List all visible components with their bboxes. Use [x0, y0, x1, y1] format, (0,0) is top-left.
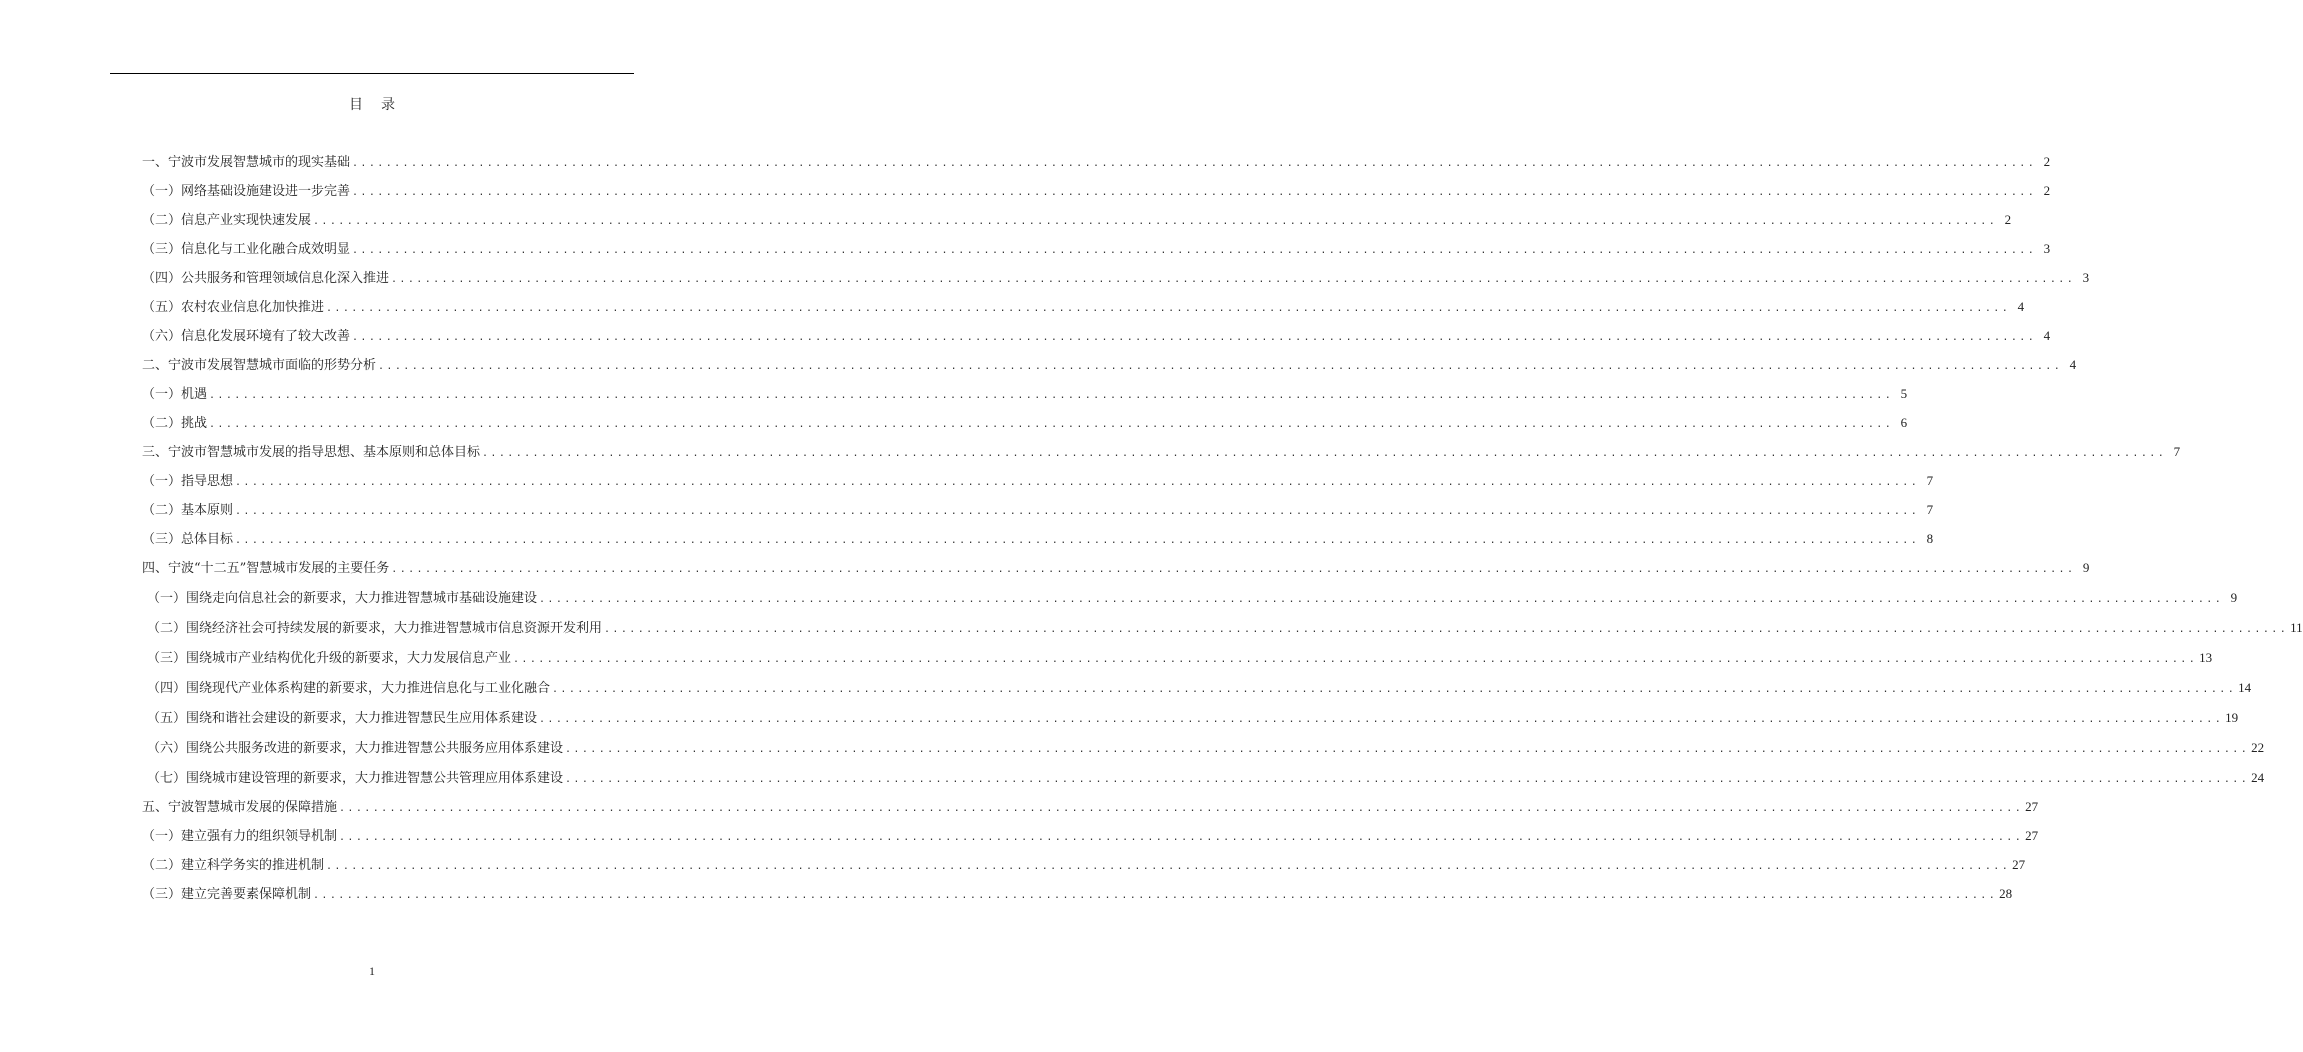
toc-leader-dots: ........................................................................................................................................................................................................	[513, 654, 2198, 665]
toc-entry-label: （一）指导思想	[142, 474, 234, 489]
toc-entry-page: 4	[2017, 299, 2025, 314]
toc-leader-dots: ........................................................................................................................................................................................................	[604, 624, 2289, 635]
toc-entry-label: （五）围绕和谐社会建设的新要求，大力推进智慧民生应用体系建设	[147, 711, 538, 726]
toc-entry-page: 6	[1900, 415, 1908, 430]
toc-entry-label: （四）公共服务和管理领域信息化深入推进	[142, 271, 390, 286]
toc-entry-label: （七）围绕城市建设管理的新要求，大力推进智慧公共管理应用体系建设	[147, 771, 564, 786]
toc-title: 目录	[349, 97, 413, 113]
toc-entry[interactable]	[147, 649, 2213, 669]
toc-entry-label: 五、宁波智慧城市发展的保障措施	[142, 800, 338, 815]
toc-entry[interactable]	[142, 240, 2051, 260]
toc-entry-label: （六）信息化发展环境有了较大改善	[142, 329, 351, 344]
toc-entry[interactable]	[142, 414, 1908, 434]
toc-entry[interactable]	[142, 530, 1934, 550]
toc-entry[interactable]	[142, 327, 2051, 347]
toc-entry-label: （二）基本原则	[142, 503, 234, 518]
toc-entry-page: 14	[2238, 680, 2252, 695]
toc-leader-dots: ........................................................................................................................................................................................................	[539, 714, 2224, 725]
toc-entry-page: 11	[2290, 620, 2303, 635]
toc-leader-dots: ........................................................................................................................................................................................................	[235, 535, 1920, 546]
toc-entry-label: （二）建立科学务实的推进机制	[142, 858, 325, 873]
toc-entry-page: 8	[1926, 531, 1934, 546]
toc-leader-dots: ........................................................................................................................................................................................................	[209, 419, 1894, 430]
toc-entry-page: 7	[1926, 502, 1934, 517]
toc-entry[interactable]	[142, 472, 1934, 492]
toc-leader-dots: ........................................................................................................................................................................................................	[326, 861, 2011, 872]
toc-entry[interactable]	[142, 298, 2025, 318]
toc-entry-label: （四）围绕现代产业体系构建的新要求，大力推进信息化与工业化融合	[147, 681, 551, 696]
toc-entry-page: 2	[2043, 183, 2051, 198]
toc-entry-page: 7	[2173, 444, 2181, 459]
toc-entry[interactable]	[142, 356, 2077, 376]
toc-leader-dots: ........................................................................................................................................................................................................	[552, 684, 2237, 695]
toc-entry-label: （二）围绕经济社会可持续发展的新要求，大力推进智慧城市信息资源开发利用	[147, 621, 603, 636]
toc-entry[interactable]	[147, 709, 2239, 729]
toc-entry[interactable]	[147, 739, 2265, 759]
toc-entry[interactable]	[142, 798, 2039, 818]
toc-entry-page: 22	[2251, 740, 2265, 755]
toc-entry-label: 一、宁波市发展智慧城市的现实基础	[142, 155, 351, 170]
toc-entry-label: （二）信息产业实现快速发展	[142, 213, 312, 228]
toc-leader-dots: ........................................................................................................................................................................................................	[209, 390, 1894, 401]
toc-entry[interactable]	[142, 153, 2051, 173]
toc-entry[interactable]	[142, 385, 1908, 405]
toc-entry-page: 7	[1926, 473, 1934, 488]
toc-entry-label: （三）围绕城市产业结构优化升级的新要求，大力发展信息产业	[147, 651, 512, 666]
toc-leader-dots: ........................................................................................................................................................................................................	[339, 803, 2024, 814]
toc-leader-dots: ........................................................................................................................................................................................................	[391, 274, 2076, 285]
toc-leader-dots: ........................................................................................................................................................................................................	[565, 774, 2250, 785]
toc-entry-page: 27	[2012, 857, 2026, 872]
toc-entry-label: 四、宁波“十二五”智慧城市发展的主要任务	[142, 561, 390, 576]
page-number: 1	[369, 964, 375, 978]
toc-entry-label: （三）总体目标	[142, 532, 234, 547]
toc-entry[interactable]	[147, 619, 2303, 639]
toc-entry-page: 28	[1999, 886, 2013, 901]
toc-entry[interactable]	[142, 501, 1934, 521]
toc-entry-label: （二）挑战	[142, 416, 208, 431]
toc-entry-label: （三）建立完善要素保障机制	[142, 887, 312, 902]
toc-entry-label: （一）围绕走向信息社会的新要求，大力推进智慧城市基础设施建设	[147, 591, 538, 606]
toc-entry[interactable]	[142, 559, 2090, 579]
toc-entry-page: 27	[2025, 828, 2039, 843]
toc-entry-page: 4	[2069, 357, 2077, 372]
toc-entry-page: 5	[1900, 386, 1908, 401]
toc-leader-dots: ........................................................................................................................................................................................................	[565, 744, 2250, 755]
toc-entry-page: 27	[2025, 799, 2039, 814]
toc-entry-page: 24	[2251, 770, 2265, 785]
toc-leader-dots: ........................................................................................................................................................................................................	[313, 890, 1998, 901]
toc-leader-dots: ........................................................................................................................................................................................................	[352, 158, 2037, 169]
toc-entry[interactable]	[142, 885, 2013, 905]
toc-entry-label: 二、宁波市发展智慧城市面临的形势分析	[142, 358, 377, 373]
toc-entry-page: 13	[2199, 650, 2213, 665]
toc-entry[interactable]	[142, 211, 2012, 231]
toc-entry-page: 19	[2225, 710, 2239, 725]
toc-entry[interactable]	[142, 443, 2181, 463]
toc-leader-dots: ........................................................................................................................................................................................................	[352, 245, 2037, 256]
toc-leader-dots: ........................................................................................................................................................................................................	[235, 506, 1920, 517]
toc-entry-label: （一）网络基础设施建设进一步完善	[142, 184, 351, 199]
toc-entry-page: 9	[2230, 590, 2238, 605]
toc-entry[interactable]	[147, 589, 2238, 609]
toc-entry-label: （五）农村农业信息化加快推进	[142, 300, 325, 315]
toc-entry[interactable]	[142, 269, 2090, 289]
toc-entry-page: 4	[2043, 328, 2051, 343]
toc-entry-page: 3	[2082, 270, 2090, 285]
toc-leader-dots: ........................................................................................................................................................................................................	[339, 832, 2024, 843]
toc-entry-label: 三、宁波市智慧城市发展的指导思想、基本原则和总体目标	[142, 445, 481, 460]
toc-entry-page: 2	[2004, 212, 2012, 227]
toc-entry[interactable]	[142, 856, 2026, 876]
toc-leader-dots: ........................................................................................................................................................................................................	[391, 564, 2076, 575]
toc-leader-dots: ........................................................................................................................................................................................................	[482, 448, 2167, 459]
toc-entry[interactable]	[142, 182, 2051, 202]
toc-leader-dots: ........................................................................................................................................................................................................	[313, 216, 1998, 227]
toc-entry-page: 9	[2082, 560, 2090, 575]
toc-leader-dots: ........................................................................................................................................................................................................	[352, 332, 2037, 343]
toc-entry-label: （六）围绕公共服务改进的新要求，大力推进智慧公共服务应用体系建设	[147, 741, 564, 756]
toc-leader-dots: ........................................................................................................................................................................................................	[539, 594, 2224, 605]
toc-entry[interactable]	[142, 827, 2039, 847]
toc-entry[interactable]	[147, 769, 2265, 789]
toc-entry-label: （一）机遇	[142, 387, 208, 402]
toc-entry-label: （一）建立强有力的组织领导机制	[142, 829, 338, 844]
toc-entry[interactable]	[147, 679, 2252, 699]
toc-leader-dots: ........................................................................................................................................................................................................	[352, 187, 2037, 198]
toc-entry-page: 3	[2043, 241, 2051, 256]
toc-leader-dots: ........................................................................................................................................................................................................	[378, 361, 2063, 372]
toc-leader-dots: ........................................................................................................................................................................................................	[326, 303, 2011, 314]
toc-leader-dots: ........................................................................................................................................................................................................	[235, 477, 1920, 488]
toc-entry-page: 2	[2043, 154, 2051, 169]
toc-entry-label: （三）信息化与工业化融合成效明显	[142, 242, 351, 257]
